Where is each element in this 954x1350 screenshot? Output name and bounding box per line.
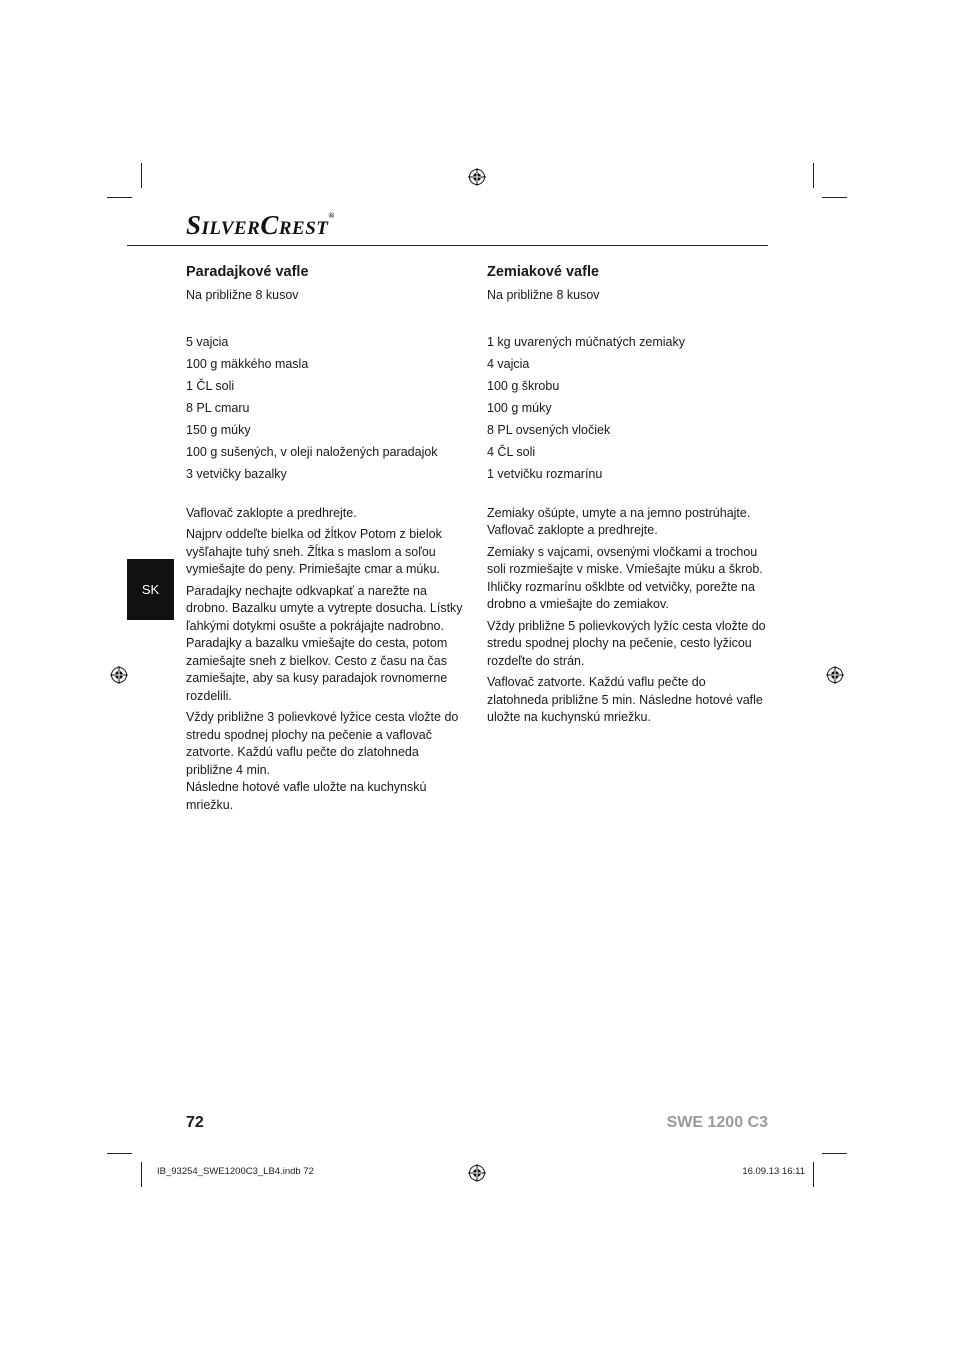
- language-tab-label: SK: [141, 582, 160, 597]
- crop-mark: [822, 1153, 847, 1154]
- crop-mark: [813, 163, 814, 188]
- crop-mark: [141, 1162, 142, 1187]
- crop-mark: [813, 1162, 814, 1187]
- instruction-paragraph: Následne hotové vafle uložte na kuchynskú mriežku.: [186, 780, 427, 812]
- model-number: SWE 1200 C3: [666, 1114, 768, 1131]
- ingredient-item: 4 ČL soli: [487, 444, 536, 459]
- right-recipe: [487, 263, 769, 727]
- print-slug-date: 16.09.13 16:11: [742, 1166, 805, 1177]
- language-tab: [127, 559, 174, 620]
- registration-mark-icon: [468, 1164, 486, 1182]
- ingredient-item: 3 vetvičky bazalky: [186, 466, 287, 481]
- ingredient-list: [487, 331, 769, 485]
- ingredient-list: [186, 331, 468, 485]
- instruction-paragraph: Paradajky nechajte odkvapkať a narežte na drobno. Bazalku umyte a vytrepte dosucha. Lístky ľahkými dotykmi osušte a pokrájajte nadrobno. Paradajky a bazalku vmiešajte do cesta, potom zamiešajte sneh z bielkov. Cesto z času na čas zamiešajte, aby sa kusy paradajok rovnomerne rozdelili.: [186, 583, 463, 703]
- ingredient-item: 8 PL cmaru: [186, 400, 250, 415]
- crop-mark: [141, 163, 142, 188]
- registration-mark-icon: [468, 168, 486, 186]
- crop-mark: [822, 197, 847, 198]
- instruction-paragraph: Vaflovač zatvorte. Každú vaflu pečte do zlatohneda približne 5 min. Následne hotové vafle uložte na kuchynskú mriežku.: [487, 675, 763, 724]
- instruction-paragraph: Najprv oddeľte bielka od žĺtkov Potom z bielok vyšľahajte tuhý sneh. Žĺtka s maslom a soľou vymiešajte do peny. Primiešajte cmar a múku.: [186, 527, 442, 576]
- header-rule: [127, 245, 768, 246]
- ingredient-item: 5 vajcia: [186, 334, 229, 349]
- instruction-paragraph: Vždy približne 5 polievkových lyžíc cesta vložte do stredu spodnej plochy na pečenie, cesto lyžicou rozdeľte do strán.: [487, 618, 766, 668]
- ingredient-item: 100 g múky: [487, 400, 552, 415]
- recipe-servings: Na približne 8 kusov: [186, 288, 299, 302]
- ingredient-item: 8 PL ovsených vločiek: [487, 422, 611, 437]
- crop-mark: [107, 197, 132, 198]
- ingredient-item: 100 g škrobu: [487, 378, 560, 393]
- ingredient-item: 150 g múky: [186, 422, 251, 437]
- crop-mark: [107, 1153, 132, 1154]
- page-number: 72: [186, 1114, 204, 1131]
- registration-mark-icon: [826, 666, 844, 684]
- instruction-paragraph: Zemiaky ošúpte, umyte a na jemno postrúhajte. Vaflovač zaklopte a predhrejte.: [487, 505, 751, 537]
- instruction-paragraph: Vaflovač zaklopte a predhrejte.: [186, 505, 357, 520]
- ingredient-item: 100 g mäkkého masla: [186, 356, 309, 371]
- silvercrest-logo: SILVERCREST®: [186, 210, 335, 240]
- recipe-title: Zemiakové vafle: [487, 264, 600, 280]
- ingredient-item: 1 vetvičku rozmarínu: [487, 466, 603, 481]
- recipe-title: Paradajkové vafle: [186, 264, 309, 280]
- instruction-paragraph: Zemiaky s vajcami, ovsenými vločkami a trochou soli rozmiešajte v miske. Vmiešajte múku a škrob. Ihličky rozmarínu ošklbte od vetvičky, porežte na drobno a vmiešajte do zemiakov.: [487, 544, 763, 611]
- left-recipe: [186, 263, 468, 814]
- instruction-paragraph: Vždy približne 3 polievkové lyžice cesta vložte do stredu spodnej plochy na pečenie a vaflovač zatvorte. Každú vaflu pečte do zlatohneda približne 4 min.: [186, 710, 459, 777]
- print-slug-file: IB_93254_SWE1200C3_LB4.indb 72: [157, 1166, 314, 1177]
- ingredient-item: 1 ČL soli: [186, 378, 235, 393]
- recipe-servings: Na približne 8 kusov: [487, 288, 600, 302]
- ingredient-item: 100 g sušených, v oleji naložených paradajok: [186, 444, 438, 459]
- ingredient-item: 4 vajcia: [487, 356, 530, 371]
- ingredient-item: 1 kg uvarených múčnatých zemiaky: [487, 334, 686, 349]
- registration-mark-icon: [110, 666, 128, 684]
